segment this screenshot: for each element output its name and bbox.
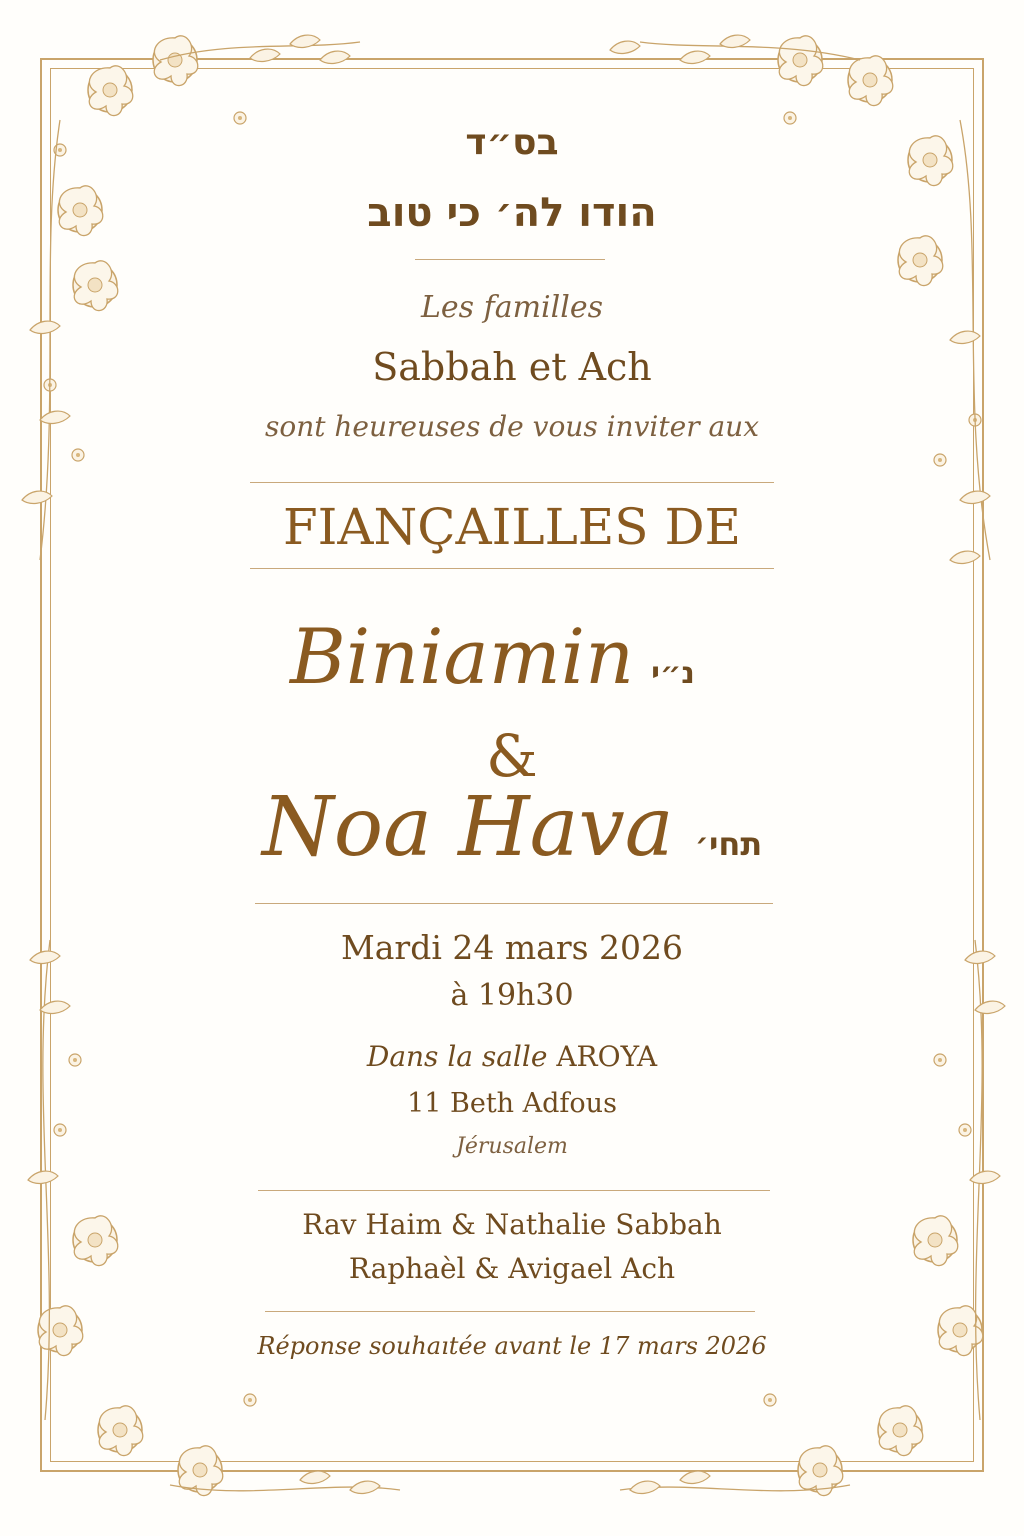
venue-prefix: Dans la salle [366,1040,548,1073]
divider-title-bottom [250,568,774,569]
groom-name: Biniamin [290,612,635,701]
invite-line: sont heureuses de vous inviter aux [264,410,759,443]
event-time: à 19h30 [450,978,574,1013]
hebrew-verse: הודו לה׳ כי טוב [367,190,657,236]
venue-address: 11 Beth Adfous [407,1088,617,1119]
rsvp-note: Réponse souhaıtée avant le 17 mars 2026 [257,1332,767,1360]
divider-parents-top [258,1190,770,1191]
bride-line [262,780,762,875]
ampersand: & [486,722,538,790]
families-intro: Les familles [421,290,603,325]
families-names: Sabbah et Ach [372,345,652,389]
venue-name: AROYA [556,1040,658,1073]
event-title: FIANÇAILLES DE [282,498,742,556]
divider-title-top [250,482,774,483]
parents-line-1: Rav Haim & Nathalie Sabbah [302,1208,722,1241]
venue-city: Jérusalem [456,1134,568,1159]
groom-line [290,612,695,701]
bsd-header: בס״ד [465,122,559,163]
bride-hebrew-suffix: תחי׳ [694,825,763,863]
bride-name: Noa Hava [262,780,674,875]
venue-line [0,1040,1024,1073]
divider-top [415,259,605,260]
groom-hebrew-suffix: נ״י [651,656,695,691]
event-date: Mardi 24 mars 2026 [340,928,684,967]
divider-date-top [255,903,773,904]
parents-line-2: Raphaèl & Avigael Ach [348,1252,676,1285]
divider-rsvp-top [265,1311,755,1312]
